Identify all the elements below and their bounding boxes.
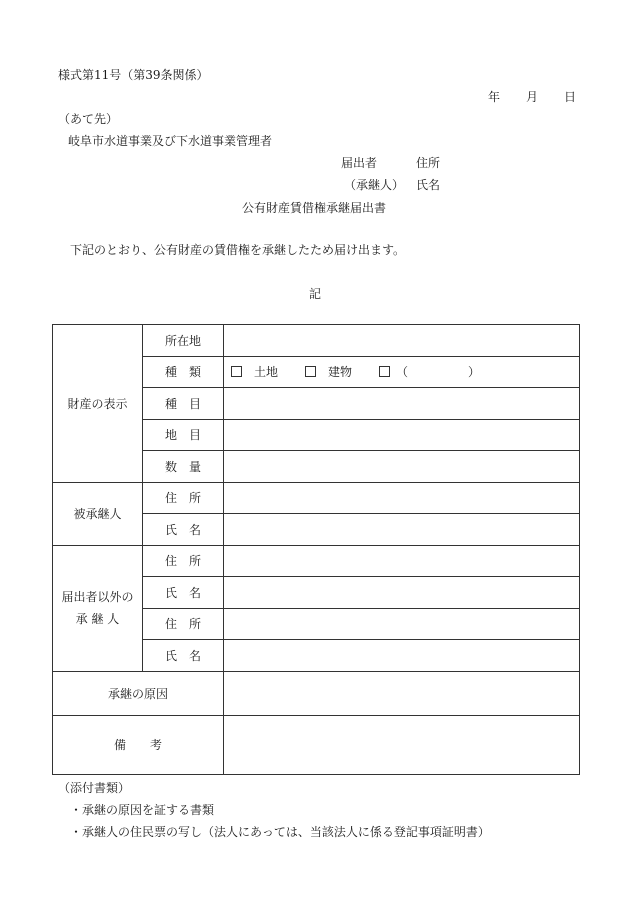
kind-option-other-label: （ ） [402,365,481,380]
other-successor-group-label-line1: 届出者以外の [61,590,134,604]
row-remarks [53,715,580,774]
predecessor-group-cell [53,482,143,545]
attachments-label: （添付書類） [58,781,131,795]
applicant-name-label: 氏名 [416,178,441,192]
land-type-field[interactable] [224,419,580,451]
form-number: 様式第11号（第39条関係） [58,68,209,82]
ki-mark: 記 [309,287,322,301]
location-label: 所在地 [143,325,224,357]
land-category-label: 種 目 [143,388,224,420]
date-line [488,90,576,104]
date-day: 日 [564,90,577,104]
other-successor-1-name-field[interactable] [224,577,580,609]
other-successor-1-name-label: 氏 名 [143,577,224,609]
kind-label: 種 類 [143,356,224,388]
addressee: 岐阜市水道事業及び下水道事業管理者 [68,134,273,148]
statement: 下記のとおり、公有財産の賃借権を承継したため届け出ます。 [70,243,406,257]
kind-options [224,356,580,388]
applicant-label: 届出者 [341,156,378,170]
other-successor-2-address-field[interactable] [224,608,580,640]
document-title: 公有財産賃借権承継届出書 [242,201,387,215]
addressee-label: （あて先） [58,112,119,126]
kind-option-building-label: 建物 [328,365,353,380]
row-predecessor-address [53,482,580,514]
property-group-cell [53,325,143,483]
date-month: 月 [526,90,539,104]
checkbox-icon[interactable] [379,366,390,377]
other-successor-2-address-label: 住 所 [143,608,224,640]
location-field[interactable] [224,325,580,357]
date-year: 年 [488,90,501,104]
remarks-label: 備 考 [53,715,224,774]
row-other-successor-1-address [53,545,580,577]
other-successor-1-address-field[interactable] [224,545,580,577]
checkbox-icon[interactable] [305,366,316,377]
cause-field[interactable] [224,671,580,715]
land-type-label: 地 目 [143,419,224,451]
other-successor-2-name-label: 氏 名 [143,640,224,672]
attachment-item: ・承継の原因を証する書類 [70,803,215,817]
predecessor-name-label: 氏 名 [143,514,224,546]
predecessor-address-label: 住 所 [143,482,224,514]
applicant-address-label: 住所 [416,156,441,170]
predecessor-group-label: 被承継人 [73,507,122,521]
row-location [53,325,580,357]
predecessor-name-field[interactable] [224,514,580,546]
other-successor-group-label-line2: 承 継 人 [75,612,120,626]
kind-option-building[interactable] [305,363,379,380]
other-successor-group-cell [53,545,143,671]
property-table [52,324,580,775]
row-cause [53,671,580,715]
predecessor-address-field[interactable] [224,482,580,514]
kind-option-land-label: 土地 [254,365,279,380]
property-group-label: 財産の表示 [67,396,128,411]
other-successor-1-address-label: 住 所 [143,545,224,577]
quantity-field[interactable] [224,451,580,483]
land-category-field[interactable] [224,388,580,420]
attachment-item: ・承継人の住民票の写し（法人にあっては、当該法人に係る登記事項証明書） [70,825,490,839]
quantity-label: 数 量 [143,451,224,483]
applicant-successor-label: （承継人） [344,178,405,192]
kind-option-land[interactable] [231,363,305,380]
kind-option-other[interactable] [379,363,480,380]
other-successor-2-name-field[interactable] [224,640,580,672]
remarks-field[interactable] [224,715,580,774]
checkbox-icon[interactable] [231,366,242,377]
cause-label: 承継の原因 [53,671,224,715]
